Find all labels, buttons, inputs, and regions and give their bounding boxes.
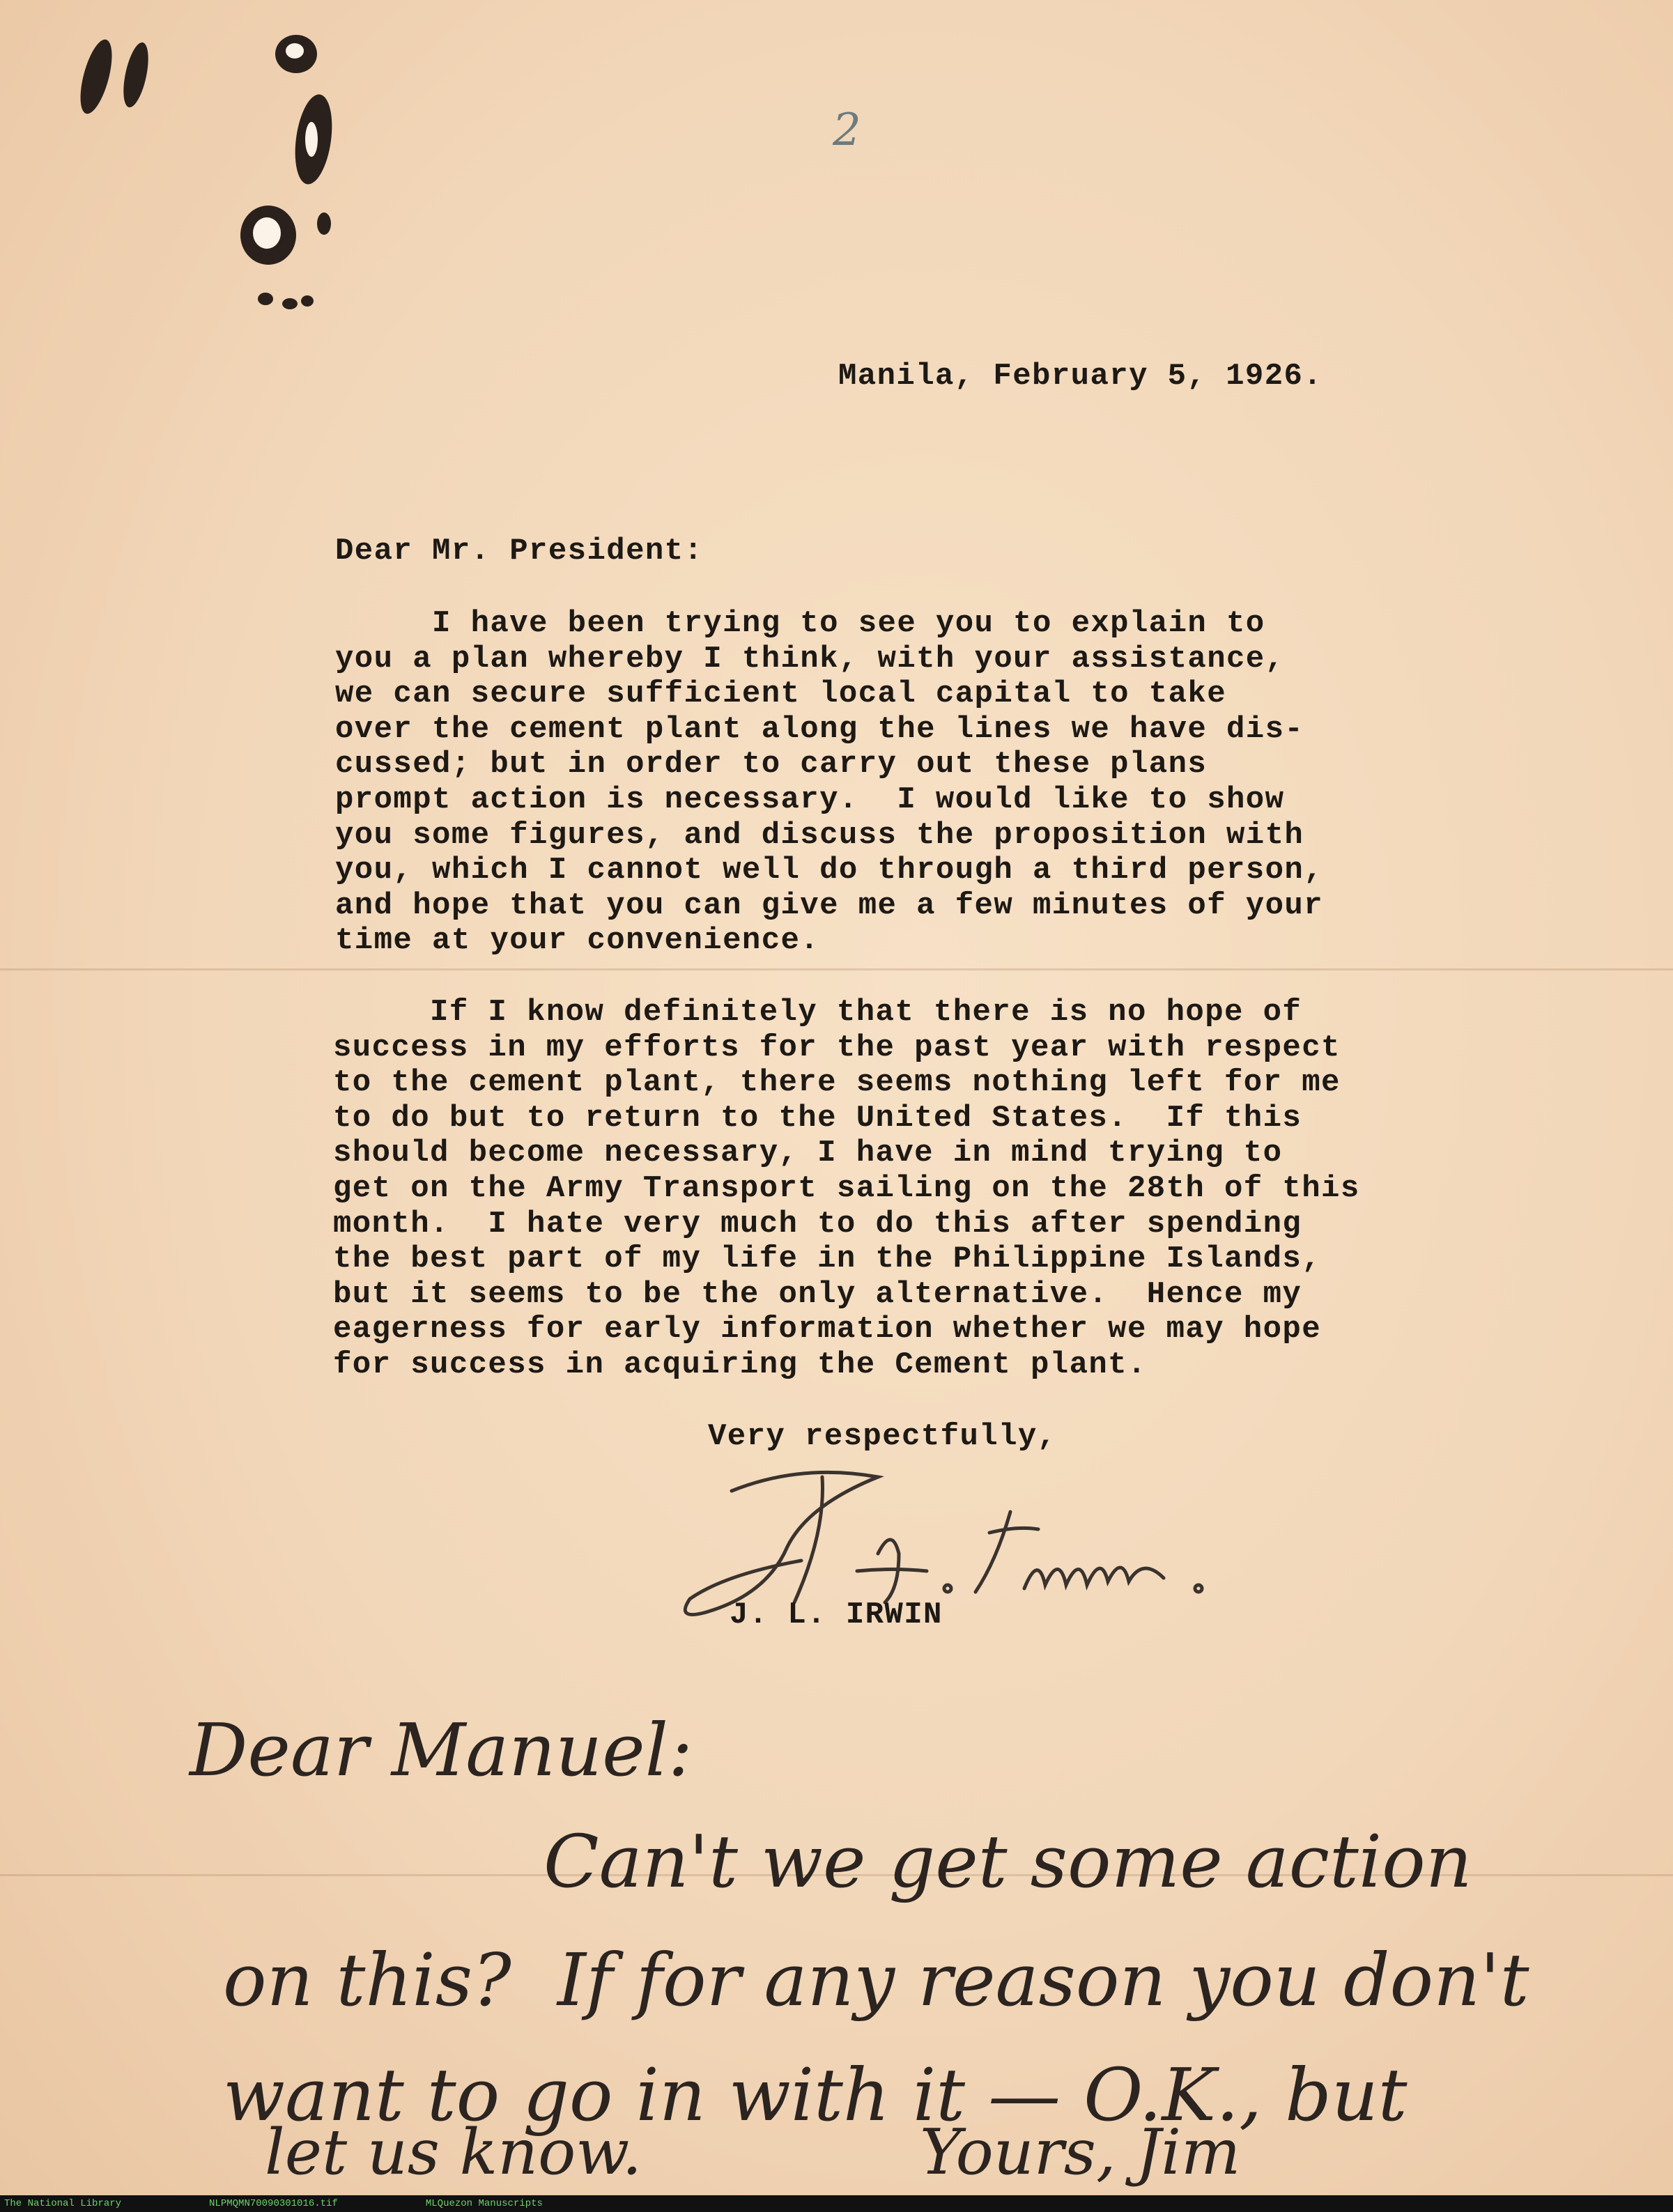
handwritten-note-sign-off-left: let us know. xyxy=(265,2116,642,2189)
letter-closing: Very respectfully, xyxy=(708,1419,1057,1454)
handwritten-note-sign-off-right: Yours, Jim xyxy=(920,2116,1241,2189)
typed-signatory-name: J. L. IRWIN xyxy=(730,1598,943,1632)
letter-paragraph-2: If I know definitely that there is no hope of success in my efforts for the past year with respect to the cement plant, there seems nothing left for me to do but to return to the United States. If this should become necessary, I have in mind trying to get on the Army Transport sailing on the 28th of this month. I hate very much to do this after spending the best part of my life in the Philippine Islands, but it seems to be the only alternative. Hence my eagerness for early information whether we may hope for success in acquiring the Cement plant. xyxy=(333,995,1360,1382)
letter-salutation: Dear Mr. President: xyxy=(335,534,704,569)
handwritten-note-line-4: want to go in with it — O.K., but xyxy=(223,2052,1408,2137)
letter-paragraph-1: I have been trying to see you to explain to you a plan whereby I think, with your assistance, we can secure sufficient local capital to take over the cement plant along the lines we have dis- cussed; but in order to carry out these plans prompt action is necessary. I would like to show you some figures, and discuss the proposition with you, which I cannot well do through a third person, and hope that you can give me a few minutes of your time at your convenience. xyxy=(335,606,1324,959)
fold-crease xyxy=(0,968,1673,970)
corner-pencil-mark: 2 xyxy=(833,105,861,156)
footer-source: The National Library xyxy=(4,2198,122,2209)
footer-collection: MLQuezon Manuscripts xyxy=(425,2198,543,2209)
handwritten-note-line-3: on this? If for any reason you don't xyxy=(223,1938,1529,2022)
archive-footer-bar xyxy=(0,2195,1673,2212)
footer-file: NLPMQMN70090301016.tif xyxy=(209,2198,338,2209)
handwritten-note-line-2: Can't we get some action xyxy=(543,1819,1472,1904)
letter-date: Manila, February 5, 1926. xyxy=(838,359,1323,394)
handwritten-note-line-1: Dear Manuel: xyxy=(190,1708,693,1793)
